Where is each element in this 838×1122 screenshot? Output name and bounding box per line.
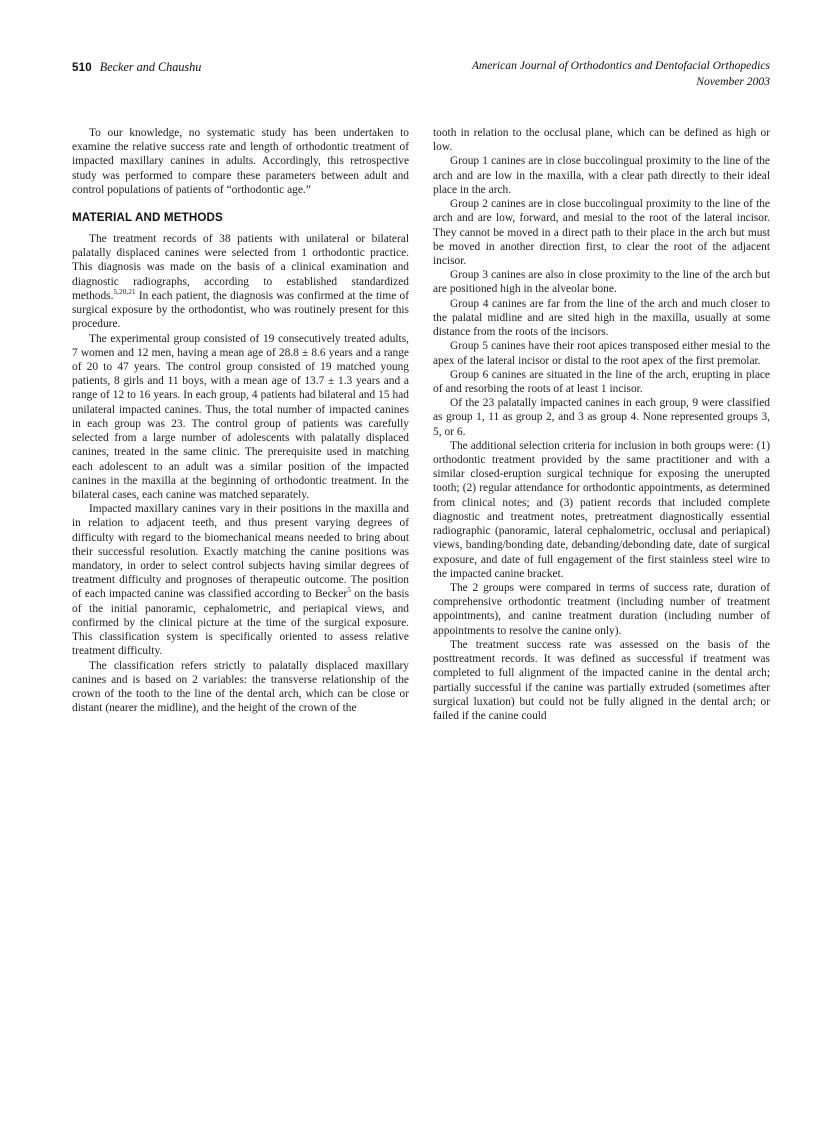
issue-date: November 2003	[696, 74, 770, 88]
journal-title: American Journal of Orthodontics and Dentofacial Orthopedics	[471, 59, 770, 72]
paragraph: The experimental group consisted of 19 consecutively treated adults, 7 women and 12 men, having a mean age of 28.8 ± 8.6 years and a range of 20 to 47 years. The control group consisted of 19 matched young patients, 8 girls and 11 boys, with a mean age of 13.7 ± 1.3 years and a range of 12 to 16 years. In each group, 4 patients had bilateral and 15 had unilateral impacted canines. Thus, the total number of impacted canines in each group was 23. The control group of patients was carefully selected from a large number of adolescents with palatally displaced canines, treated in the same clinic. The prerequisite used in matching each adolescent to an adult was a similar position of the impacted canines in the maxilla at the beginning of orthodontic treatment. In the bilateral cases, each canine was matched separately.	[72, 332, 409, 501]
paragraph	[72, 502, 409, 658]
paragraph: The treatment success rate was assessed on the basis of the posttreatment records. It was defined as successful if treatment was completed to full alignment of the impacted canine in the dental arch; partially successful if the canine was partially extruded (sometimes after surgical luxation) but could not be fully aligned in the dental arch; or failed if the canine could	[433, 638, 770, 722]
right-column	[433, 126, 770, 1076]
paragraph: The classification refers strictly to palatally displaced maxillary canines and is based on 2 variables: the transverse relationship of the crown of the tooth to the line of the dental arch, which can be close or distant (nearer the midline), and the height of the crown of the	[72, 659, 409, 715]
running-head	[72, 58, 770, 102]
heading-spacer-above	[72, 197, 409, 211]
paragraph: Of the 23 palatally impacted canines in each group, 9 were classified as group 1, 11 as group 2, and 3 as group 4. None represented groups 3, 5, or 6.	[433, 397, 770, 438]
paragraph: Group 5 canines have their root apices transposed either mesial to the apex of the lateral incisor or distal to the root apex of the first premolar.	[433, 340, 770, 367]
paragraph: Group 2 canines are in close buccolingual proximity to the line of the arch and are low, forward, and mesial to the root of the lateral incisor. They cannot be moved in a direct path to their place in the arch but must be moved in another direction first, to clear the root of the adjacent incisor.	[433, 198, 770, 267]
paragraph	[72, 232, 409, 332]
citation-superscript: 5	[347, 585, 351, 595]
paragraph-text-part: In each patient, the diagnosis was confirmed at the time of surgical exposure by the orthodontist, who was routinely present for this procedure.	[72, 289, 409, 331]
running-head-authors: Becker and Chaushu	[99, 60, 202, 74]
paragraph-text-part: The treatment records of 38 patients with unilateral or bilateral palatally displaced canines were selected from 1 orthodontic practice. This diagnosis was made on the basis of a clinical examination and diagnostic radiographs, according to established standardized methods.	[72, 233, 409, 302]
paragraph: To our knowledge, no systematic study has been undertaken to examine the relative success rate and length of orthodontic treatment of impacted maxillary canines in adults. Accordingly, this retrospective study was performed to compare these parameters between adult and control populations of patients of “orthodontic age.”	[72, 127, 409, 196]
paragraph: The additional selection criteria for inclusion in both groups were: (1) orthodontic treatment provided by the same practitioner and with a similar closed-eruption surgical technique for exposing the unerupted tooth; (2) regular attendance for orthodontic appointments, as determined from clinical notes; and (3) patient records that included complete diagnostic and treatment notes, pretreatment diagnostically essential radiographic (panoramic, lateral cephalometric, occlusal and periapical) views, banding/bonding date, debanding/debonding date, date of surgical exposure, and date of full engagement of the first stainless steel wire to the impacted canine bracket.	[433, 439, 770, 580]
left-column	[72, 126, 409, 1076]
paragraph: Group 4 canines are far from the line of the arch and much closer to the palatal midline and are sited high in the maxilla, usually at some distance from the roots of the incisors.	[433, 297, 770, 339]
running-head-left	[72, 58, 201, 76]
paragraph: The 2 groups were compared in terms of success rate, duration of comprehensive orthodontic treatment (including number of treatment appointments), and canine treatment duration (including number of appointments to resolve the canine only).	[433, 582, 770, 637]
paragraph-text-part: on the basis of the initial panoramic, cephalometric, and periapical views, and confirmed by the clinical picture at the time of the surgical exposure. This classification system is specifically oriented to assess relative treatment difficulty.	[72, 588, 409, 658]
running-head-right	[472, 58, 770, 89]
citation-superscript: 5,20,21	[113, 287, 136, 297]
paragraph-text-part: Impacted maxillary canines vary in their positions in the maxilla and in relation to adjacent teeth, and thus present varying degrees of difficulty with regard to the biomechanical means needed to bring about their successful resolution. Exactly matching the canine positions was mandatory, in order to select control subjects having similar degrees of treatment difficulty and prognoses of therapeutic outcome. The position of each impacted canine was classified according to Becker	[72, 503, 409, 601]
paragraph: Group 6 canines are situated in the line of the arch, erupting in place of and resorbing the roots of at least 1 incisor.	[433, 368, 770, 395]
paragraph: Group 3 canines are also in close proximity to the line of the arch but are positioned high in the alveolar bone.	[433, 269, 770, 296]
article-body-columns	[72, 126, 770, 1076]
paragraph: tooth in relation to the occlusal plane, which can be defined as high or low.	[433, 127, 770, 154]
paragraph: Group 1 canines are in close buccolingual proximity to the line of the arch and are low in the maxilla, with a clear path directly to their ideal place in the arch.	[433, 155, 770, 196]
page-folio-number: 510	[72, 62, 92, 74]
section-heading-material-and-methods: MATERIAL AND METHODS	[72, 211, 223, 225]
